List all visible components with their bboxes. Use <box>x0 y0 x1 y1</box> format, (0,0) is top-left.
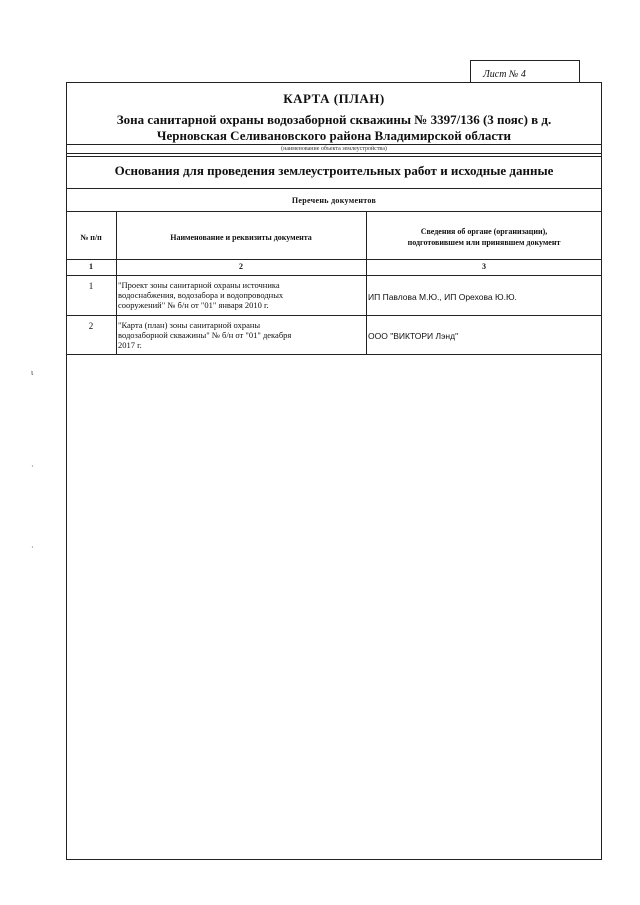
divider <box>66 153 602 154</box>
document-name-line: 2017 г. <box>118 340 142 350</box>
table-border <box>66 315 602 316</box>
table-border <box>66 354 602 355</box>
documents-list-title: Перечень документов <box>291 196 377 205</box>
column-header-org-line-2: подготовившем или принявшем документ <box>407 238 561 247</box>
column-number-1: 1 <box>89 262 93 271</box>
sheet-number: Лист № 4 <box>483 69 526 80</box>
table-border <box>66 211 602 212</box>
object-caption: (наименование объекта землеустройства) <box>281 146 387 152</box>
section-title: Основания для проведения землеустроительных работ и исходные данные <box>114 163 554 178</box>
document-name-line: "Карта (план) зоны санитарной охраны <box>118 320 261 330</box>
document-name-line: водозаборной скважины" № б/н от "01" декабря <box>118 330 292 340</box>
page-subtitle <box>78 112 590 144</box>
document-name-line: "Проект зоны санитарной охраны источника <box>118 280 280 290</box>
column-number-3: 3 <box>482 262 486 271</box>
column-header-org-line-1: Сведения об органе (организации), <box>420 227 548 236</box>
document-organization: ИП Павлова М.Ю., ИП Орехова Ю.Ю. <box>368 292 517 302</box>
scan-mark: · <box>31 543 34 552</box>
subtitle-line-1: Зона санитарной охраны водозаборной скважины № 3397/136 (3 пояс) в д. <box>116 112 552 127</box>
table-border <box>66 275 602 276</box>
divider <box>66 156 602 157</box>
column-header-name: Наименование и реквизиты документа <box>170 233 312 242</box>
column-number-2: 2 <box>239 262 243 271</box>
document-name-line: сооружений" № б/н от "01" января 2010 г. <box>118 300 269 310</box>
document-organization: ООО "ВИКТОРИ Лэнд" <box>368 331 459 341</box>
row-number: 2 <box>88 321 94 331</box>
column-header-num: № п/п <box>80 233 102 242</box>
document-name-line: водоснабжения, водозабора и водопроводных <box>118 290 284 300</box>
document-name <box>118 320 362 350</box>
scan-mark: ɩ <box>31 368 34 377</box>
divider <box>66 144 602 145</box>
row-number: 1 <box>88 281 94 291</box>
scan-mark: · <box>31 462 34 471</box>
divider <box>66 188 602 189</box>
table-border <box>66 259 602 260</box>
document-name <box>118 280 362 310</box>
subtitle-line-2: Черновская Селивановского района Владимирской области <box>156 128 512 143</box>
column-header-org <box>366 226 602 248</box>
page-title: КАРТА (ПЛАН) <box>283 91 385 106</box>
